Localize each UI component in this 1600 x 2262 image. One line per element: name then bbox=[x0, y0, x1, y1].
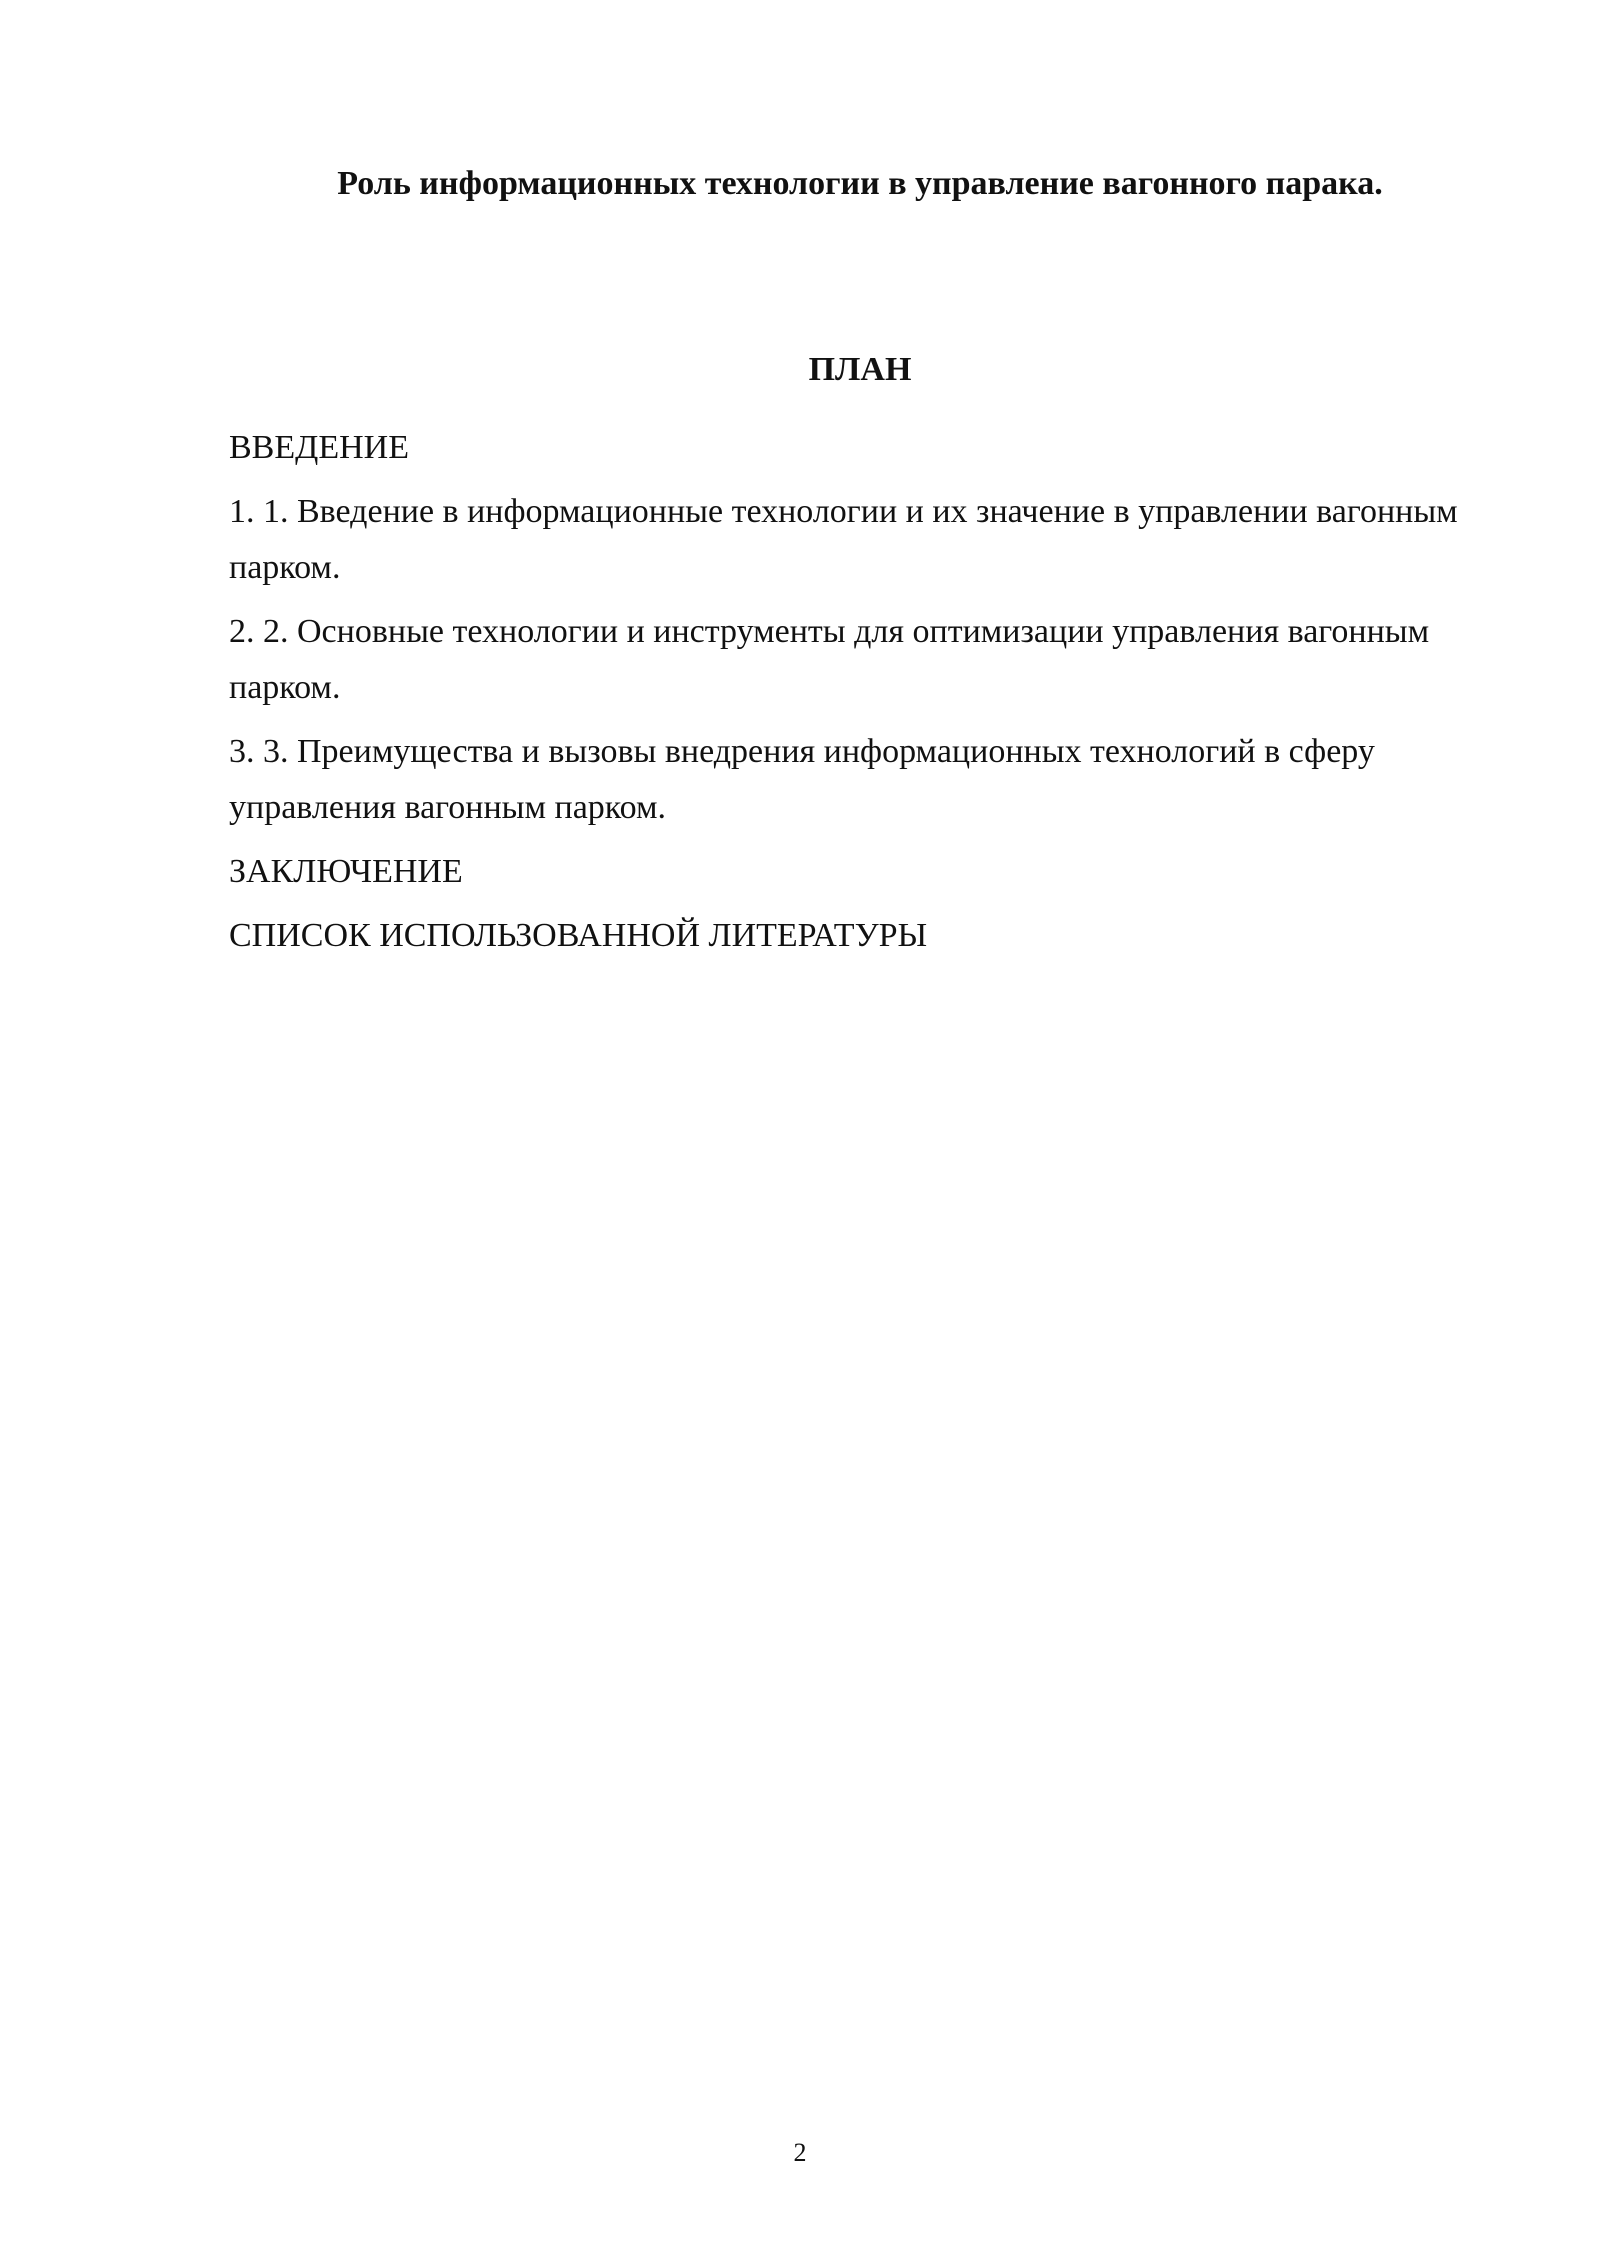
toc-item-conclusion: ЗАКЛЮЧЕНИЕ bbox=[229, 853, 463, 890]
document-title: Роль информационных технологии в управление вагонного парака. bbox=[337, 165, 1383, 202]
page-number: 2 bbox=[793, 2138, 807, 2167]
toc-item-section-1: 1. 1. Введение в информационные технологии и их значение в управлении вагонным парком. bbox=[229, 493, 1458, 586]
toc-item-references: СПИСОК ИСПОЛЬЗОВАННОЙ ЛИТЕРАТУРЫ bbox=[229, 917, 928, 954]
toc-item-section-3: 3. 3. Преимущества и вызовы внедрения информационных технологий в сферу управления вагонным парком. bbox=[229, 733, 1375, 826]
plan-heading: ПЛАН bbox=[808, 351, 912, 388]
toc-item-introduction: ВВЕДЕНИЕ bbox=[229, 429, 409, 466]
table-of-contents bbox=[229, 420, 1469, 972]
toc-item-section-2: 2. 2. Основные технологии и инструменты для оптимизации управления вагонным парком. bbox=[229, 613, 1430, 706]
